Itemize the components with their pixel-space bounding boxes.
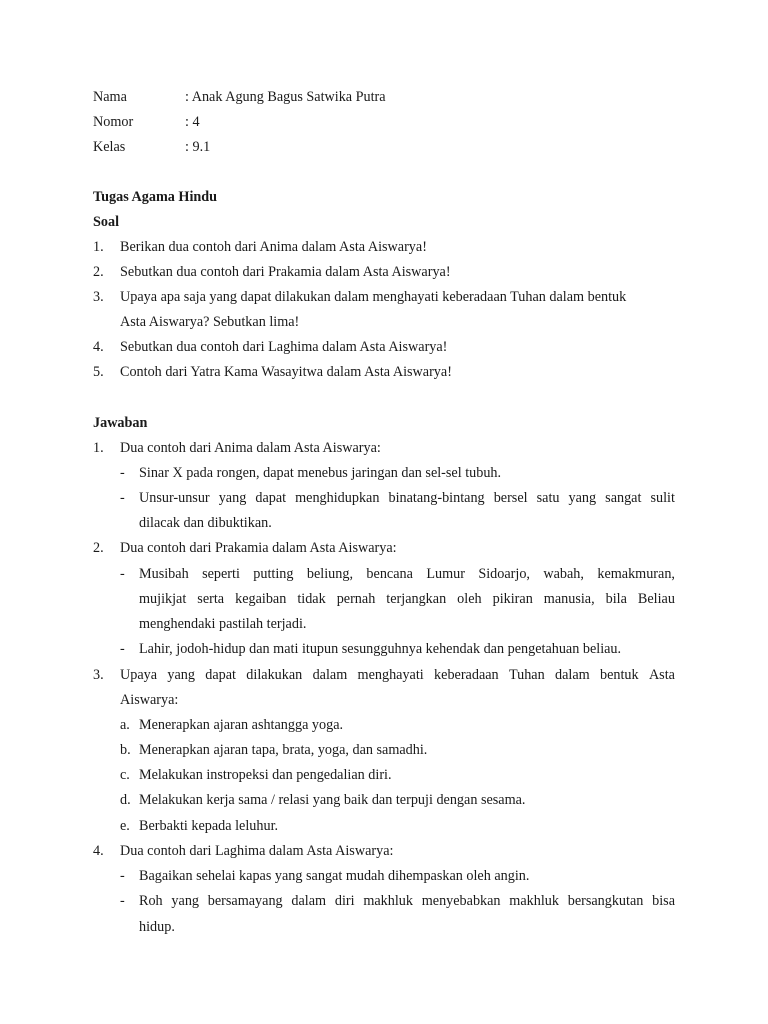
word: seperti <box>202 566 240 582</box>
jawaban-2-number: 2. <box>93 540 104 556</box>
word: oleh <box>457 591 482 607</box>
jawaban-3-item-b-text: Menerapkan ajaran tapa, brata, yoga, dan samadhi. <box>139 742 428 758</box>
word: diri <box>334 893 355 909</box>
word: bencana <box>366 566 413 582</box>
jawaban-1-bullet-1-marker: - <box>120 465 125 481</box>
word: bersangkutan <box>567 893 644 909</box>
soal-item-5-number: 5. <box>93 364 104 380</box>
soal-item-3-text-line-1: Upaya apa saja yang dapat dilakukan dalam menghayati keberadaan Tuhan dalam bentuk <box>120 289 627 305</box>
word: Beliau <box>637 591 675 607</box>
word: putting <box>253 566 294 582</box>
jawaban-3-item-a-text: Menerapkan ajaran ashtangga yoga. <box>139 717 344 733</box>
soal-item-3-number: 3. <box>93 289 104 305</box>
jawaban-2-bullet-1-line-2 <box>139 590 675 608</box>
jawaban-4-number: 4. <box>93 843 104 859</box>
jawaban-4-text: Dua contoh dari Laghima dalam Asta Aiswarya: <box>120 843 394 859</box>
jawaban-4-bullet-2-marker: - <box>120 893 125 909</box>
jawaban-2-bullet-2-marker: - <box>120 641 125 657</box>
word: bentuk <box>600 667 639 683</box>
word: dalam <box>555 667 590 683</box>
nama-value: : Anak Agung Bagus Satwika Putra <box>185 89 386 105</box>
word: bersamayang <box>207 893 283 909</box>
word: wabah, <box>543 566 584 582</box>
word: Roh <box>139 893 163 909</box>
word: dapat <box>205 667 236 683</box>
nomor-value: : 4 <box>185 114 200 130</box>
word: sangat <box>605 490 642 506</box>
jawaban-heading: Jawaban <box>93 415 148 431</box>
nama-label: Nama <box>93 89 127 105</box>
word: Lumur <box>426 566 465 582</box>
word: menyebabkan <box>421 893 501 909</box>
jawaban-1-bullet-2-marker: - <box>120 490 125 506</box>
jawaban-1-bullet-2-line-1 <box>139 489 675 507</box>
jawaban-1-number: 1. <box>93 440 104 456</box>
jawaban-3-item-e-text: Berbakti kepada leluhur. <box>139 818 279 834</box>
word: dilakukan <box>246 667 303 683</box>
soal-heading: Soal <box>93 214 120 230</box>
jawaban-4-bullet-2-line-2: hidup. <box>139 919 175 935</box>
soal-item-2-text: Sebutkan dua contoh dari Prakamia dalam Asta Aiswarya! <box>120 264 451 280</box>
word: kegaiban <box>235 591 287 607</box>
soal-item-1-text: Berikan dua contoh dari Anima dalam Asta Aiswarya! <box>120 239 427 255</box>
word: dalam <box>312 667 348 683</box>
word: makhluk <box>509 893 559 909</box>
word: makhluk <box>363 893 413 909</box>
word: Asta <box>648 667 675 683</box>
soal-item-1-number: 1. <box>93 239 104 255</box>
soal-item-3-text-line-2: Asta Aiswarya? Sebutkan lima! <box>120 314 300 330</box>
jawaban-4-bullet-2-line-1 <box>139 892 675 910</box>
word: bisa <box>652 893 675 909</box>
jawaban-3-item-c-text: Melakukan instropeksi dan pengedalian diri. <box>139 767 392 783</box>
jawaban-2-bullet-1-line-3: menghendaki pastilah terjadi. <box>139 616 307 632</box>
jawaban-4-bullet-1-marker: - <box>120 868 125 884</box>
word: terjangkan <box>386 591 447 607</box>
nomor-label: Nomor <box>93 114 134 130</box>
jawaban-4-bullet-1-text: Bagaikan sehelai kapas yang sangat mudah dihempaskan oleh angin. <box>139 868 530 884</box>
word: dalam <box>291 893 327 909</box>
jawaban-2-bullet-1-line-1 <box>139 565 675 583</box>
word: Sidoarjo, <box>478 566 530 582</box>
jawaban-3-item-d-text: Melakukan kerja sama / relasi yang baik dan terpuji dengan sesama. <box>139 792 526 808</box>
word: mujikjat <box>139 591 187 607</box>
word: tidak <box>297 591 326 607</box>
word: bila <box>605 591 627 607</box>
jawaban-2-bullet-2-text: Lahir, jodoh-hidup dan mati itupun sesungguhnya kehendak dan pengetahuan beliau. <box>139 641 622 657</box>
document-title: Tugas Agama Hindu <box>93 189 218 205</box>
word: binatang-bintang <box>388 490 485 506</box>
jawaban-3-item-b-marker: b. <box>120 742 131 758</box>
soal-item-4-number: 4. <box>93 339 104 355</box>
jawaban-3-line-2: Aiswarya: <box>120 692 179 708</box>
word: kemakmuran, <box>597 566 675 582</box>
word: Upaya <box>120 667 158 683</box>
word: menghidupkan <box>295 490 380 506</box>
word: yang <box>171 893 200 909</box>
word: sulit <box>650 490 675 506</box>
kelas-value: : 9.1 <box>185 139 211 155</box>
jawaban-3-item-e-marker: e. <box>120 818 130 834</box>
soal-item-2-number: 2. <box>93 264 104 280</box>
soal-item-5-text: Contoh dari Yatra Kama Wasayitwa dalam Asta Aiswarya! <box>120 364 452 380</box>
word: manusia, <box>543 591 595 607</box>
word: satu <box>536 490 560 506</box>
kelas-label: Kelas <box>93 139 126 155</box>
jawaban-2-bullet-1-marker: - <box>120 566 125 582</box>
soal-item-4-text: Sebutkan dua contoh dari Laghima dalam Asta Aiswarya! <box>120 339 448 355</box>
jawaban-3-item-c-marker: c. <box>120 767 130 783</box>
word: pikiran <box>492 591 533 607</box>
word: yang <box>218 490 247 506</box>
jawaban-1-bullet-2-line-2: dilacak dan dibuktikan. <box>139 515 272 531</box>
word: serta <box>197 591 225 607</box>
jawaban-1-text: Dua contoh dari Anima dalam Asta Aiswarya: <box>120 440 381 456</box>
word: Tuhan <box>508 667 545 683</box>
jawaban-3-item-a-marker: a. <box>120 717 130 733</box>
word: Musibah <box>139 566 189 582</box>
jawaban-3-item-d-marker: d. <box>120 792 131 808</box>
jawaban-3-number: 3. <box>93 667 104 683</box>
word: yang <box>167 667 195 683</box>
word: beliung, <box>306 566 354 582</box>
word: dapat <box>255 490 287 506</box>
word: menghayati <box>357 667 424 683</box>
jawaban-3-line-1 <box>120 666 675 684</box>
word: Unsur-unsur <box>139 490 210 506</box>
word: yang <box>568 490 597 506</box>
word: pernah <box>336 591 376 607</box>
jawaban-1-bullet-1-text: Sinar X pada rongen, dapat menebus jaringan dan sel-sel tubuh. <box>139 465 502 481</box>
jawaban-2-text: Dua contoh dari Prakamia dalam Asta Aiswarya: <box>120 540 397 556</box>
word: bersel <box>493 490 528 506</box>
word: keberadaan <box>434 667 499 683</box>
